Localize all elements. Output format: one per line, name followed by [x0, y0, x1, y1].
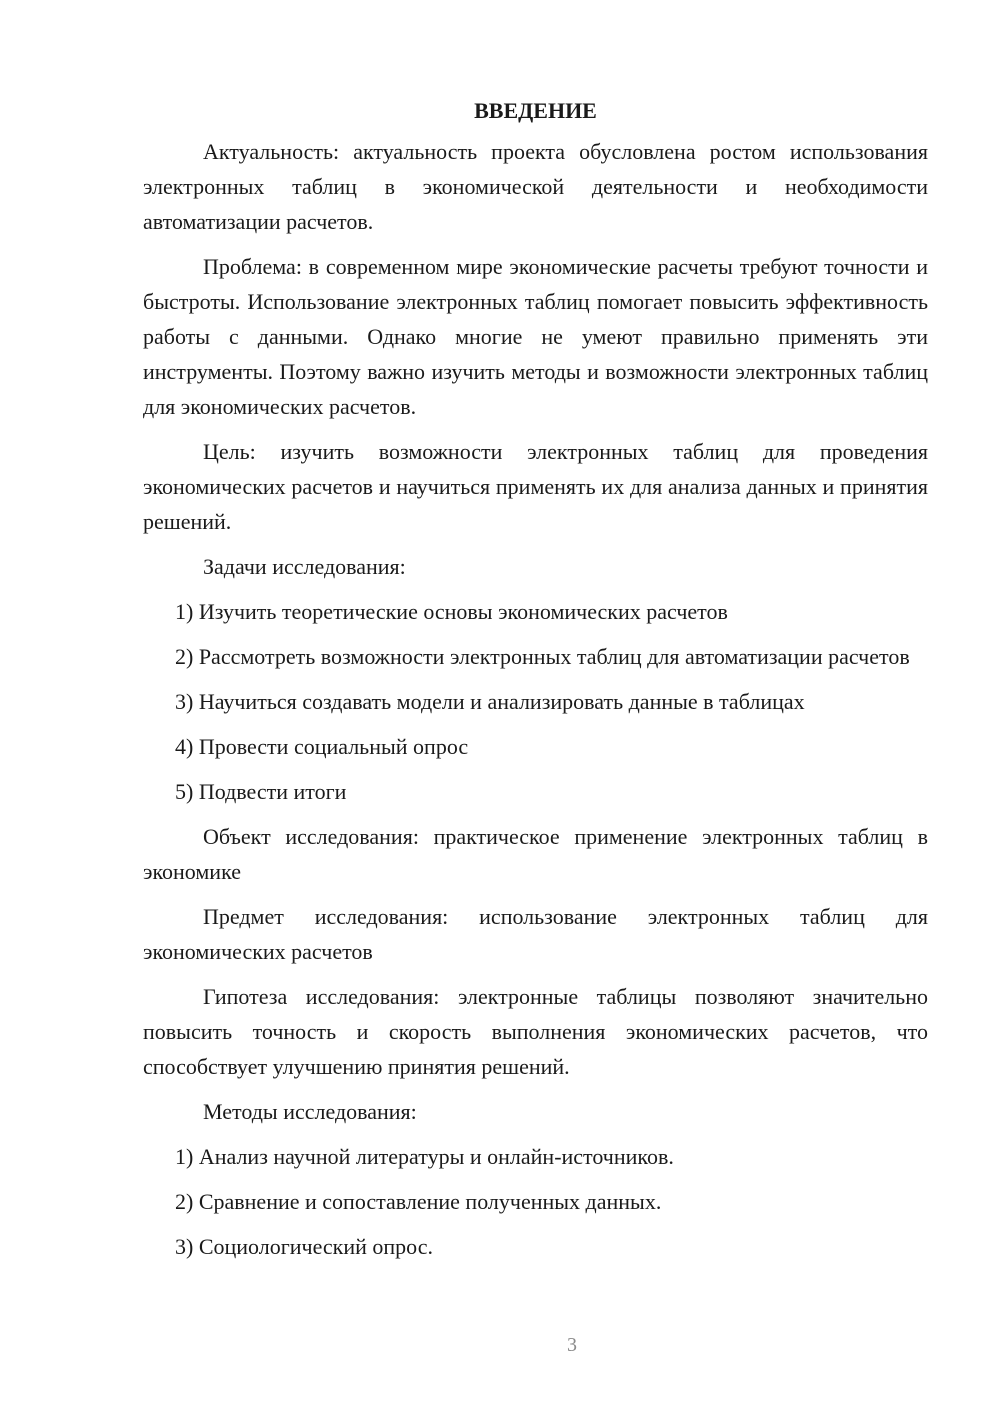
task-item: 2) Рассмотреть возможности электронных таблиц для автоматизации расчетов: [175, 644, 910, 669]
method-item: 1) Анализ научной литературы и онлайн-источников.: [175, 1144, 674, 1169]
task-item: 5) Подвести итоги: [175, 779, 347, 804]
task-item: 4) Провести социальный опрос: [175, 734, 469, 759]
goal-paragraph: Цель: изучить возможности электронных таблиц для проведения экономических расчетов и научиться применять их для анализа данных и принятия решений.: [143, 439, 928, 534]
tasks-heading: Задачи исследования:: [203, 554, 406, 579]
relevance-paragraph: Актуальность: актуальность проекта обусловлена ростом использования электронных таблиц в экономической деятельности и необходимости автоматизации расчетов.: [143, 139, 928, 234]
subject-paragraph: Предмет исследования: использование электронных таблиц для экономических расчетов: [143, 904, 928, 964]
task-item: 1) Изучить теоретические основы экономических расчетов: [175, 599, 728, 624]
method-item: 2) Сравнение и сопоставление полученных данных.: [175, 1189, 662, 1214]
page-number: 3: [567, 1334, 577, 1356]
object-paragraph: Объект исследования: практическое применение электронных таблиц в экономике: [143, 824, 928, 884]
page-content: [143, 96, 928, 1274]
method-item: 3) Социологический опрос.: [175, 1234, 433, 1259]
methods-heading: Методы исследования:: [203, 1099, 417, 1124]
task-item: 3) Научиться создавать модели и анализировать данные в таблицах: [175, 689, 805, 714]
hypothesis-paragraph: Гипотеза исследования: электронные таблицы позволяют значительно повысить точность и скорость выполнения экономических расчетов, что способствует улучшению принятия решений.: [143, 984, 928, 1079]
problem-paragraph: Проблема: в современном мире экономические расчеты требуют точности и быстроты. Использование электронных таблиц помогает повысить эффективность работы с данными. Однако многие не умеют правильно применять эти инструменты. Поэтому важно изучить методы и возможности электронных таблиц для экономических расчетов.: [143, 254, 928, 419]
section-title: ВВЕДЕНИЕ: [474, 98, 597, 123]
